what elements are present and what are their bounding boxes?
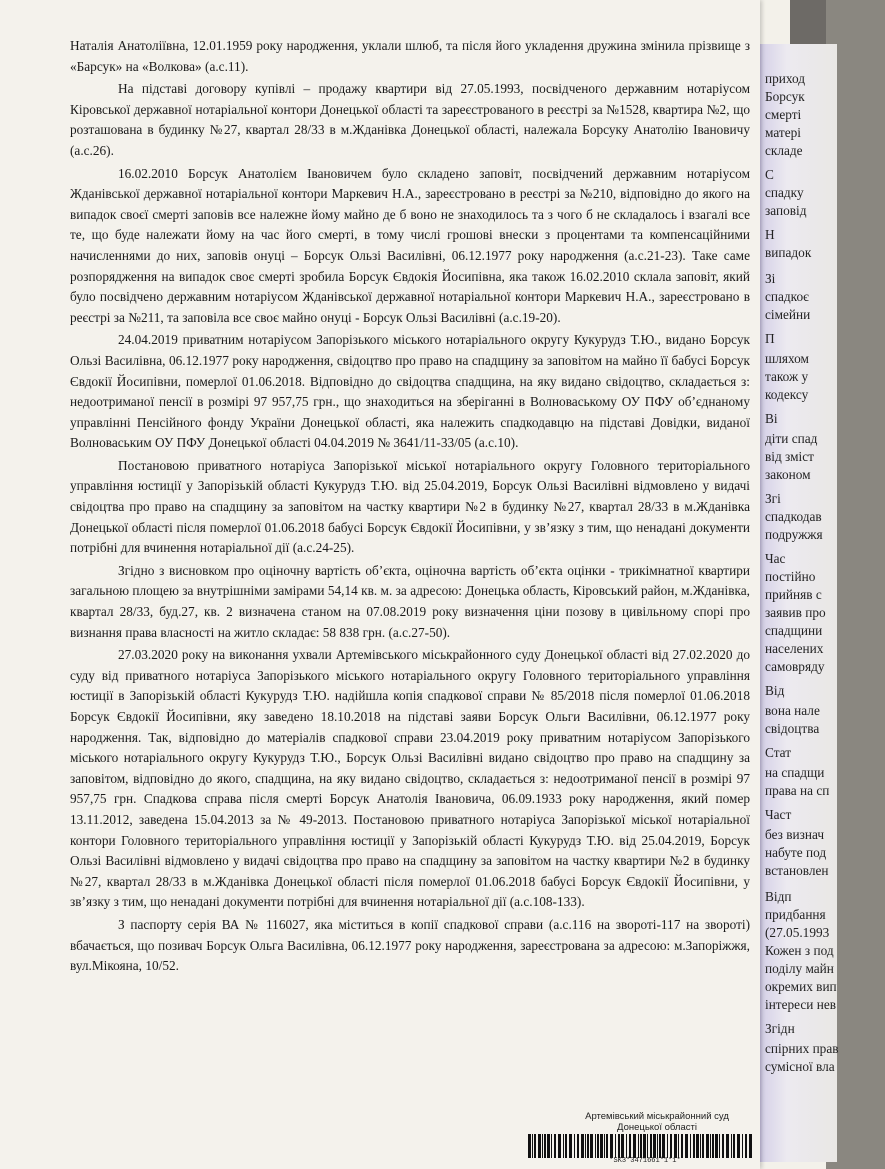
next-page-fragment: П bbox=[765, 331, 775, 346]
next-page-fragment: придбання bbox=[765, 907, 826, 922]
next-page-fragment: Від bbox=[765, 683, 785, 698]
paragraph-purchase-agreement: На підставі договору купівлі – продажу квартири від 27.05.1993, посвідченого державним нотаріусом Кіровської державної нотаріальної контори Донецької області та зареєстрованого в реєстрі за №1528, квартира №2, що розташована в будинку №27, квартал 28/33 в м.Жданівка Донецької області, належала Борсуку Анатолію Івановичу (а.с.26). bbox=[70, 81, 750, 158]
barcode-bar bbox=[597, 1134, 599, 1158]
barcode-bar bbox=[615, 1134, 616, 1158]
barcode-bar bbox=[650, 1134, 652, 1158]
barcode-bar bbox=[577, 1134, 579, 1158]
next-page-fragment: Згі bbox=[765, 491, 781, 506]
barcode-bar bbox=[542, 1134, 543, 1158]
barcode-bar bbox=[600, 1134, 603, 1158]
next-page-fragment: вона нале bbox=[765, 703, 820, 718]
next-page-fragment: складе bbox=[765, 143, 803, 158]
barcode-bar bbox=[693, 1134, 695, 1158]
next-page-fragment: встановлен bbox=[765, 863, 829, 878]
barcode-number: *SK3*3471661*1*1* bbox=[609, 1157, 681, 1165]
next-page-fragment: подружжя bbox=[765, 527, 823, 542]
next-page-fragment: на спадщи bbox=[765, 765, 825, 780]
barcode-bar bbox=[574, 1134, 575, 1158]
scan-background-corner bbox=[790, 0, 826, 48]
next-page-fragment: Стат bbox=[765, 745, 792, 760]
next-page-edge bbox=[756, 44, 837, 1162]
paragraph-inheritance-certificate: 24.04.2019 приватним нотаріусом Запорізького міського нотаріального округу Кукурудз Т.Ю., видано Борсук Ользі Василівна, 06.12.1977 року народження, свідоцтво про право на спадщину за заповітом на майно її бабусі Борсук Євдокії Йосипівни, померлої 01.06.2018. Відповідно до свідоцтва спадщина, на яку видано свідоцтво, складається з: недоотриманої пенсії в розмірі 97 957,75 грн., що знаходиться на зберіганні в Волноваському ОУ ПФУ об’єднаному управлінні Пенсійного фонду України Донецької області, яка належить спадкодавцю на підставі Довідки, виданої Волноваським ОУ ПФУ Донецької області 04.04.2019 № 3641/11-33/05 (а.с.10). bbox=[70, 332, 750, 451]
barcode-bar bbox=[722, 1134, 724, 1158]
paragraph-marriage: Наталія Анатоліївна, 12.01.1959 року народження, уклали шлюб, та після його укладення дружина змінила прізвище з «Барсук» на «Волкова» (а.с.11). bbox=[70, 38, 750, 74]
barcode-bar bbox=[657, 1134, 658, 1158]
paragraph-wills: 16.02.2010 Борсук Анатолієм Івановичем було складено заповіт, посвідчений державним нотаріусом Жданівської державної нотаріальної контори Маркевич Н.А., зареєстровано в реєстрі за №210, відповідно до якого на випадок своєї смерті заповів все належне йому майно де б воно не знаходилось та з чого б не складалось і взагалі все те, що буде належати йому на час його смерті, в тому числі грошові внески з процентами та компенсаційними начисленнями до них, заповів онуці – Борсук Ользі Василівні, 06.12.1977 року народження (а.с.21-23). Таке саме розпорядження на випадок своє смерті зробила Борсук Євдокія Йосипівна, яка також 16.02.2010 склала заповіт, який було посвідчено державним нотаріусом Жданівської державної нотаріальної контори Маркевич Н.А., зареєстровано в реєстрі за №211, та заповіла все своє майно онуці - Борсук Ользі Василівні (а.с.19-20). bbox=[70, 165, 750, 325]
barcode-bar bbox=[587, 1134, 589, 1158]
barcode-bar bbox=[653, 1134, 656, 1158]
next-page-fragment: прийняв с bbox=[765, 587, 822, 602]
barcode-bar bbox=[690, 1134, 691, 1158]
next-page-fragment: Згідн bbox=[765, 1021, 795, 1036]
paragraph-inheritance-case: 27.03.2020 року на виконання ухвали Артемівського міськрайонного суду Донецької області від 27.02.2020 до суду від приватного нотаріуса Запорізького міського нотаріального округу Головного територіального управління юстиції в Запорізькій області Кукурудз Т.Ю. надійшла копія спадкової справи № 85/2018 після померлої 01.06.2018 Борсук Євдокії Йосипівни, яку заведено 18.10.2018 на підставі заяви Борсук Ольги Василівни, 06.12.1977 року народження. Так, відповідно до матеріалів спадкової справи 23.04.2019 року приватним нотаріусом Запорізького міського нотаріального округу Кукурудз Т.Ю., Борсук Ользі Василівні видано свідоцтво про право на спадщину за заповітом, відповідно до якого, спадщина, на яку видано свідоцтво, складається з: недоотриманої пенсії в розмірі 97 957,75 грн. Спадкова справа після смерті Борсук Анатолія Івановича, 06.09.1933 року народження, який помер 13.11.2012, заведена 15.04.2013 за № 49-2013. Постановою приватного нотаріуса Запорізької міської нотаріальної контори Головного територіального управління юстиції у Запорізькій області Кукурудз Т.Ю. від 25.04.2019, Борсук Ользі Василівні відмовлено у видачі свідоцтва про право на спадщину за заповітом на частку квартири №2 в будинку №27, квартал 28/33 в м.Жданівка Донецької області після померлої 01.06.2018 бабусі Борсук Євдокії Йосипівни, у зв’язку з тим, що ненадані документи потрібні для вчинення нотаріальної дії (а.с.108-133). bbox=[70, 647, 750, 910]
next-page-fragment: заповід bbox=[765, 203, 807, 218]
barcode-bar bbox=[662, 1134, 665, 1158]
next-page-fragment: також у bbox=[765, 369, 809, 384]
barcode-bar bbox=[745, 1134, 747, 1158]
next-page-fragment: діти спад bbox=[765, 431, 818, 446]
next-page-fragment: матері bbox=[765, 125, 801, 140]
barcode-bar bbox=[702, 1134, 704, 1158]
barcode bbox=[528, 1134, 754, 1158]
next-page-fragment: заявив про bbox=[765, 605, 826, 620]
barcode-bar bbox=[595, 1134, 596, 1158]
next-page-fragment: (27.05.1993 bbox=[765, 925, 830, 940]
barcode-bar bbox=[534, 1134, 536, 1158]
barcode-bar bbox=[737, 1134, 740, 1158]
barcode-bar bbox=[606, 1134, 608, 1158]
barcode-bar bbox=[696, 1134, 699, 1158]
next-page-fragment: свідоцтва bbox=[765, 721, 820, 736]
next-page-fragment: населених bbox=[765, 641, 824, 656]
barcode-bar bbox=[610, 1134, 613, 1158]
next-page-fragment: спадкодав bbox=[765, 509, 822, 524]
barcode-bar bbox=[719, 1134, 720, 1158]
next-page-fragment: інтереси нев bbox=[765, 997, 837, 1012]
barcode-bar bbox=[667, 1134, 668, 1158]
document-body bbox=[70, 36, 750, 977]
next-page-fragment: приход bbox=[765, 71, 806, 86]
barcode-bar bbox=[685, 1134, 688, 1158]
barcode-bar bbox=[544, 1134, 546, 1158]
next-page-fragment: постійно bbox=[765, 569, 816, 584]
barcode-bar bbox=[585, 1134, 586, 1158]
barcode-bar bbox=[712, 1134, 714, 1158]
barcode-bar bbox=[731, 1134, 732, 1158]
barcode-bar bbox=[706, 1134, 709, 1158]
next-page-fragment: Борсук bbox=[765, 89, 805, 104]
next-page-fragment: спадщини bbox=[765, 623, 823, 638]
barcode-bar bbox=[528, 1134, 531, 1158]
barcode-bar bbox=[618, 1134, 620, 1158]
barcode-bar bbox=[538, 1134, 541, 1158]
next-page-fragment: спадку bbox=[765, 185, 804, 200]
next-page-fragment: Час bbox=[765, 551, 786, 566]
barcode-bar bbox=[659, 1134, 661, 1158]
barcode-bar bbox=[674, 1134, 677, 1158]
barcode-bar bbox=[638, 1134, 639, 1158]
next-page-fragment: Част bbox=[765, 807, 792, 822]
stamp-region: Донецької області bbox=[617, 1122, 697, 1133]
next-page-fragment: Зі bbox=[765, 271, 776, 286]
court-stamp bbox=[562, 1111, 752, 1133]
next-page-fragment: самовряду bbox=[765, 659, 825, 674]
barcode-bar bbox=[643, 1134, 646, 1158]
barcode-bar bbox=[558, 1134, 561, 1158]
next-page-fragment: поділу майн bbox=[765, 961, 834, 976]
next-page-fragment: шляхом bbox=[765, 351, 809, 366]
next-page-fragment: сімейни bbox=[765, 307, 811, 322]
barcode-bar bbox=[569, 1134, 572, 1158]
barcode-bar bbox=[715, 1134, 718, 1158]
next-page-fragment: набуте под bbox=[765, 845, 827, 860]
barcode-bar bbox=[710, 1134, 711, 1158]
barcode-bar bbox=[640, 1134, 642, 1158]
barcode-bar bbox=[626, 1134, 627, 1158]
stamp-court-name: Артемівський міськрайонний суд bbox=[585, 1111, 729, 1122]
barcode-bar bbox=[681, 1134, 683, 1158]
next-page-fragment: Кожен з под bbox=[765, 943, 834, 958]
next-page-fragment: кодексу bbox=[765, 387, 809, 402]
next-page-fragment: законом bbox=[765, 467, 811, 482]
barcode-bar bbox=[547, 1134, 550, 1158]
barcode-bar bbox=[670, 1134, 672, 1158]
barcode-bar bbox=[565, 1134, 567, 1158]
barcode-bar bbox=[742, 1134, 743, 1158]
barcode-bar bbox=[647, 1134, 648, 1158]
next-page-fragment: права на сп bbox=[765, 783, 830, 798]
barcode-bar bbox=[733, 1134, 735, 1158]
barcode-bar bbox=[590, 1134, 593, 1158]
barcode-bar bbox=[581, 1134, 584, 1158]
next-page-fragment: смерті bbox=[765, 107, 802, 122]
paragraph-valuation: Згідно з висновком про оціночну вартість об’єкта, оціночна вартість об’єкта оцінки - трикімнатної квартири загальною площею за внутрішніми замірами 54,14 кв. м. за адресою: Донецька область, Кіровський район, м.Жданівка, квартал 28/33, буд.27, кв. 2 визначена станом на 07.08.2019 року визначення ціни позову в цивільному спорі про визнання права власності на житло складає: 58 838 грн. (а.с.27-50). bbox=[70, 562, 750, 640]
next-page-fragment: спірних прав bbox=[765, 1041, 839, 1056]
barcode-bar bbox=[604, 1134, 605, 1158]
barcode-bar bbox=[563, 1134, 564, 1158]
barcode-bar bbox=[621, 1134, 624, 1158]
barcode-bar bbox=[554, 1134, 556, 1158]
barcode-bar bbox=[551, 1134, 552, 1158]
barcode-bar bbox=[629, 1134, 631, 1158]
next-page-fragment: без визнач bbox=[765, 827, 825, 842]
paragraph-passport: З паспорту серія ВА № 116027, яка міститься в копії спадкової справи (а.с.116 на звороті-117 на звороті) вбачається, що позивач Борсук Ольга Василівна, 06.12.1977 року народження, зареєстрована за адресою: м.Запоріжжя, вул.Мікояна, 10/52. bbox=[70, 916, 750, 974]
next-page-fragment: від зміст bbox=[765, 449, 814, 464]
barcode-bar bbox=[749, 1134, 752, 1158]
barcode-bar bbox=[633, 1134, 636, 1158]
barcode-bar bbox=[678, 1134, 679, 1158]
next-page-fragment: Ві bbox=[765, 411, 778, 426]
next-page-fragment: окремих вип bbox=[765, 979, 837, 994]
barcode-bar bbox=[726, 1134, 729, 1158]
next-page-fragment: сумісної вла bbox=[765, 1059, 835, 1074]
next-page-fragment: спадкоє bbox=[765, 289, 809, 304]
next-page-fragment: Відп bbox=[765, 889, 792, 904]
next-page-fragment: С bbox=[765, 167, 774, 182]
barcode-bar bbox=[700, 1134, 701, 1158]
paragraph-notary-refusal: Постановою приватного нотаріуса Запорізької міської нотаріального округу Головного територіального управління юстиції у Запорізькій області Кукурудз Т.Ю. від 25.04.2019, Борсук Ользі Василівні відмовлено у видачі свідоцтва про право на спадщину за заповітом на частку квартири №2 в будинку №27, квартал 28/33 в м.Жданівка Донецької області після померлої 01.06.2018 бабусі Борсук Євдокії Йосипівни, у зв’язку з тим, що ненадані документи потрібні для вчинення нотаріальної дії (а.с.24-25). bbox=[70, 457, 750, 556]
next-page-fragment: випадок bbox=[765, 245, 812, 260]
barcode-bar bbox=[532, 1134, 533, 1158]
next-page-fragment: Н bbox=[765, 227, 775, 242]
